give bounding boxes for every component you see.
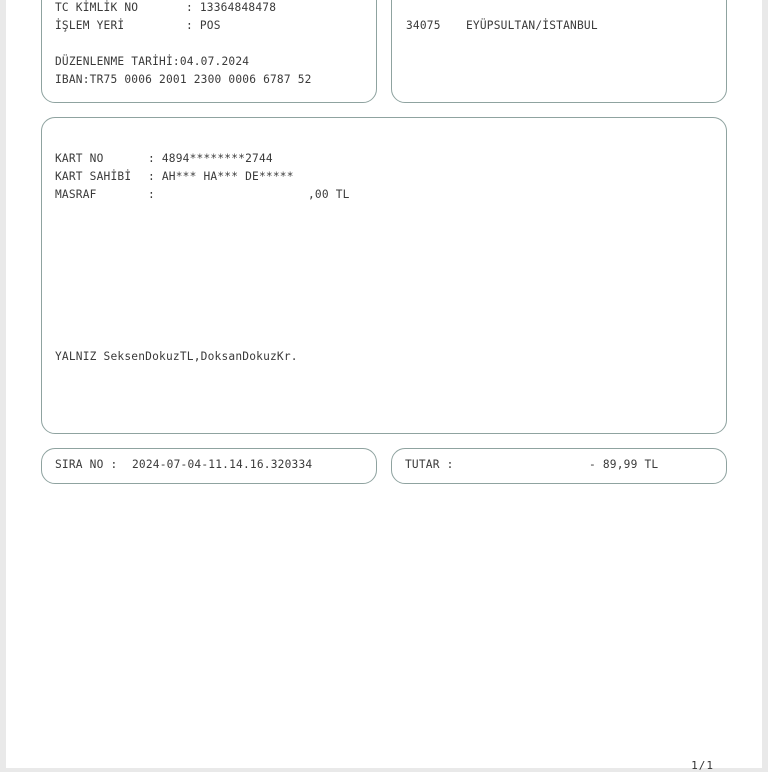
tc-value: : 13364848478 <box>186 1 277 14</box>
customer-info-box <box>41 0 377 103</box>
address-box <box>391 0 727 103</box>
issue-date: DÜZENLENME TARİHİ:04.07.2024 <box>55 55 250 68</box>
tutar-label: TUTAR : <box>405 458 454 471</box>
sira-no-value: 2024-07-04-11.14.16.320334 <box>132 458 313 471</box>
tutar-value: - 89,99 TL <box>589 458 659 471</box>
postcode: 34075 <box>406 19 441 32</box>
kart-no-label: KART NO <box>55 152 104 165</box>
amount-in-words: YALNIZ SeksenDokuzTL,DoksanDokuzKr. <box>55 350 298 363</box>
masraf-label: MASRAF <box>55 188 97 201</box>
masraf-colon: : <box>148 188 155 201</box>
kart-no-value: : 4894********2744 <box>148 152 273 165</box>
sira-no-label: SIRA NO : <box>55 458 118 471</box>
masraf-value: ,00 TL <box>308 188 350 201</box>
islem-label: İŞLEM YERİ <box>55 19 125 32</box>
city: EYÜPSULTAN/İSTANBUL <box>466 19 598 32</box>
islem-value: : POS <box>186 19 221 32</box>
tc-label: TC KİMLİK NO <box>55 1 139 14</box>
kart-sahibi-value: : AH*** HA*** DE***** <box>148 170 294 183</box>
kart-sahibi-label: KART SAHİBİ <box>55 170 132 183</box>
iban: IBAN:TR75 0006 2001 2300 0006 6787 52 <box>55 73 312 86</box>
card-details-box <box>41 117 727 434</box>
page-number: 1/1 <box>691 759 714 772</box>
receipt-page <box>6 0 762 772</box>
